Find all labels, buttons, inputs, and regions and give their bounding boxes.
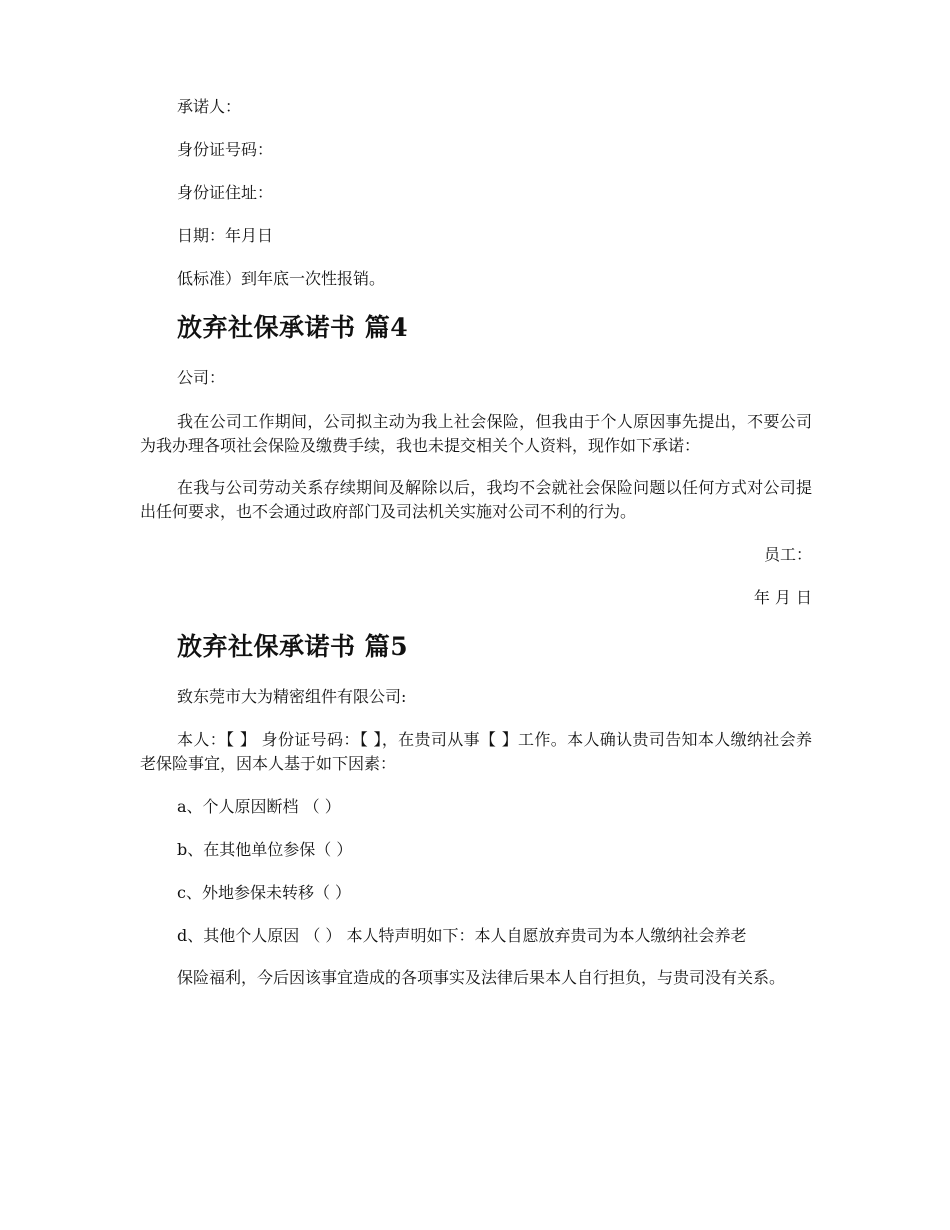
section5-option-d: d、其他个人原因 （ ） 本人特声明如下：本人自愿放弃贵司为本人缴纳社会养老 — [177, 926, 747, 945]
date-line: 日期：年月日 — [177, 226, 274, 245]
section5-option-c: c、外地参保未转移（ ） — [177, 883, 352, 902]
section5-paragraph-last: 保险福利，今后因该事宜造成的各项事实及法律后果本人自行担负，与贵司没有关系。 — [177, 968, 786, 987]
section4-paragraph-1: 我在公司工作期间，公司拟主动为我上社会保险，但我由于个人原因事先提出，不要公司为我办理各项社会保险及缴费手续，我也未提交相关个人资料，现作如下承诺： — [140, 412, 812, 455]
id-address-line: 身份证住址： — [177, 183, 274, 202]
reimbursement-line: 低标准）到年底一次性报销。 — [177, 269, 386, 288]
section5-option-a: a、个人原因断档 （ ） — [177, 797, 341, 816]
section4-salutation: 公司： — [177, 368, 226, 387]
section4-signature: 员工： — [763, 545, 812, 564]
document-body — [140, 95, 812, 990]
section4-paragraph-2: 在我与公司劳动关系存续期间及解除以后，我均不会就社会保险问题以任何方式对公司提出任何要求，也不会通过政府部门及司法机关实施对公司不利的行为。 — [140, 478, 812, 521]
section5-option-b: b、在其他单位参保（ ） — [177, 840, 353, 859]
section4-heading: 放弃社保承诺书 篇4 — [177, 313, 409, 342]
section5-salutation: 致东莞市大为精密组件有限公司: — [177, 687, 407, 706]
promiser-line: 承诺人： — [177, 97, 242, 116]
id-number-line: 身份证号码： — [177, 140, 274, 159]
section5-heading: 放弃社保承诺书 篇5 — [177, 632, 409, 661]
section5-paragraph-1: 本人：【 】 身份证号码：【 】，在贵司从事【 】工作。本人确认贵司告知本人缴纳社会养老保险事宜，因本人基于如下因素： — [140, 730, 812, 773]
section4-date: 年 月 日 — [753, 588, 812, 607]
